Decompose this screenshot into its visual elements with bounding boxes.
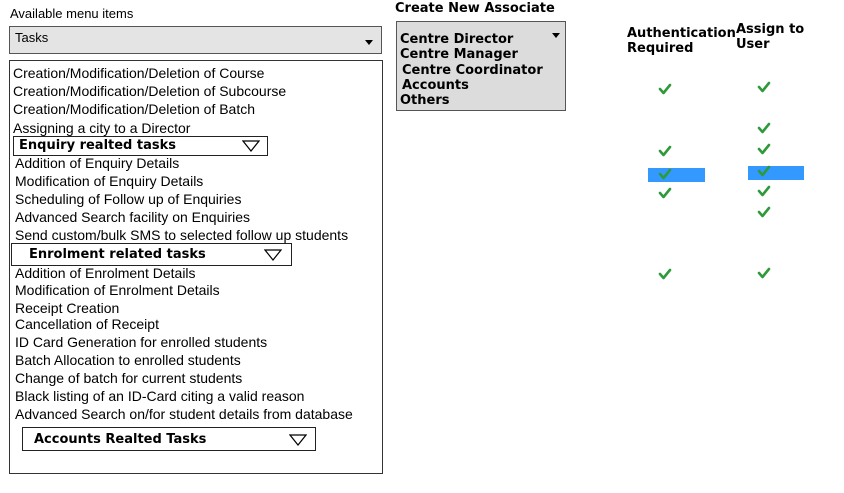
checkmark-icon[interactable] [658, 83, 672, 95]
list-item[interactable]: Creation/Modification/Deletion of Subcourse [13, 83, 287, 99]
triangle-down-icon [264, 249, 282, 261]
chevron-down-icon [365, 40, 373, 45]
triangle-down-icon [289, 434, 307, 446]
enrolment-group-dropdown[interactable] [11, 243, 292, 266]
assign-header-line1: Assign to [736, 22, 805, 37]
list-item[interactable]: Black listing of an ID-Card citing a valid reason [15, 388, 305, 404]
auth-required-header [627, 26, 736, 56]
list-item[interactable]: Assigning a city to a Director [13, 120, 191, 136]
accounts-group-dropdown[interactable] [22, 427, 316, 451]
checkmark-icon[interactable] [757, 267, 771, 279]
checkmark-icon[interactable] [757, 122, 771, 134]
list-item[interactable]: ID Card Generation for enrolled students [15, 334, 268, 350]
auth-header-line1: Authentication [627, 26, 736, 41]
checkmark-icon[interactable] [658, 145, 672, 157]
associate-option[interactable]: Accounts [402, 78, 469, 93]
associate-option[interactable]: Centre Manager [400, 47, 518, 62]
checkmark-icon[interactable] [658, 268, 672, 280]
list-item[interactable]: Cancellation of Receipt [15, 316, 159, 332]
list-item[interactable]: Advanced Search on/for student details from database [15, 406, 353, 422]
triangle-down-icon [242, 140, 260, 152]
checkmark-icon[interactable] [757, 81, 771, 93]
list-item[interactable]: Batch Allocation to enrolled students [15, 352, 241, 368]
tasks-dropdown[interactable] [9, 26, 382, 54]
list-item[interactable]: Change of batch for current students [15, 370, 243, 386]
assign-header-line2: User [736, 37, 770, 52]
list-item[interactable]: Creation/Modification/Deletion of Batch [13, 101, 256, 117]
menu-items-list[interactable] [9, 60, 383, 474]
list-item[interactable]: Modification of Enrolment Details [15, 282, 220, 298]
associate-option[interactable]: Others [400, 93, 450, 108]
checkmark-icon[interactable] [757, 185, 771, 197]
list-item[interactable]: Modification of Enquiry Details [15, 173, 204, 189]
available-menu-title: Available menu items [10, 6, 134, 21]
accounts-group-label: Accounts Realted Tasks [34, 432, 207, 447]
assign-user-header [736, 22, 804, 52]
list-item[interactable]: Send custom/bulk SMS to selected follow up students [15, 227, 349, 243]
enrolment-group-label: Enrolment related tasks [29, 247, 206, 262]
auth-header-line2: Required [627, 41, 694, 56]
list-item[interactable]: Addition of Enquiry Details [15, 155, 180, 171]
enquiry-group-label: Enquiry realted tasks [19, 138, 176, 153]
associate-select[interactable] [396, 21, 566, 111]
checkmark-icon[interactable] [658, 168, 672, 180]
checkmark-icon[interactable] [658, 187, 672, 199]
selected-row-highlight [648, 168, 705, 182]
list-item[interactable]: Scheduling of Follow up of Enquiries [15, 191, 242, 207]
associate-option[interactable]: Centre Coordinator [402, 63, 543, 78]
list-item[interactable]: Advanced Search facility on Enquiries [15, 209, 251, 225]
tasks-dropdown-value: Tasks [15, 30, 49, 45]
associate-title: Create New Associate [395, 1, 555, 16]
chevron-down-icon [552, 33, 560, 38]
checkmark-icon[interactable] [757, 206, 771, 218]
associate-option[interactable]: Centre Director [400, 32, 514, 47]
list-item[interactable]: Creation/Modification/Deletion of Course [13, 65, 265, 81]
checkmark-icon[interactable] [757, 143, 771, 155]
list-item[interactable]: Addition of Enrolment Details [15, 265, 196, 281]
list-item[interactable]: Receipt Creation [15, 300, 120, 316]
checkmark-icon[interactable] [757, 165, 771, 177]
enquiry-group-dropdown[interactable] [13, 136, 268, 156]
